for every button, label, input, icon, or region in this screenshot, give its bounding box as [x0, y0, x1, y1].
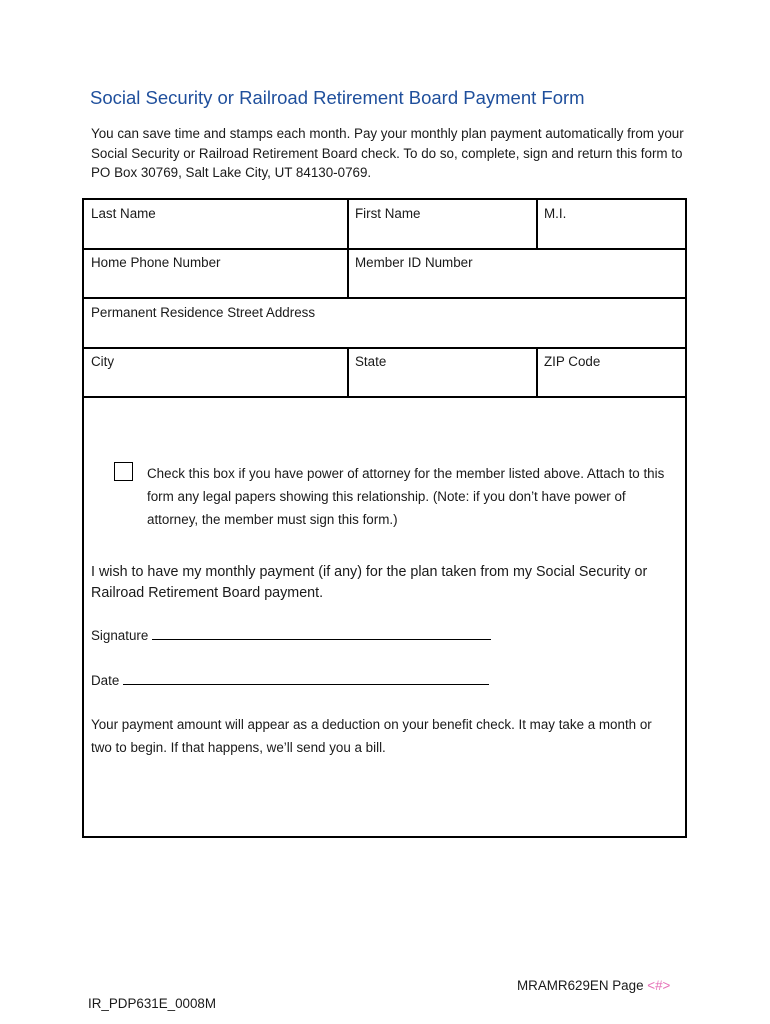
form-code: MRAMR629EN Page	[517, 978, 644, 993]
intro-paragraph: You can save time and stamps each month. Pay your monthly plan payment automatically from your Social Security or Railroad Retirement Board check. To do so, complete, sign and return this form to PO Box 30769, Salt Lake City, UT 84130-0769.	[91, 126, 684, 180]
first-name-field[interactable]: First Name	[355, 206, 421, 221]
date-label: Date	[91, 673, 120, 688]
payment-request-statement: I wish to have my monthly payment (if any) for the plan taken from my Social Security or Railroad Retirement Board payment.	[91, 564, 648, 601]
signature-label: Signature	[91, 628, 149, 643]
home-phone-field[interactable]: Home Phone Number	[91, 255, 221, 270]
payment-form-box	[82, 198, 687, 838]
row-divider	[84, 347, 685, 349]
poa-text-part: Check this box if you have power of attorney for the member listed above. Attach to this form any legal papers showing this relationship. (	[147, 466, 665, 504]
document-id: IR_PDP631E_0008M	[88, 996, 217, 1011]
row-divider	[84, 248, 685, 250]
power-of-attorney-checkbox[interactable]	[114, 462, 133, 481]
column-divider	[347, 347, 349, 396]
last-name-field[interactable]: Last Name	[91, 206, 156, 221]
state-field[interactable]: State	[355, 354, 387, 369]
column-divider	[536, 347, 538, 396]
deduction-notice: Your payment amount will appear as a deduction on your benefit check. It may take a month or two to begin. If that happens, we’ll send you a bill.	[91, 717, 652, 755]
page-number-token: <#>	[647, 978, 671, 993]
column-divider	[536, 200, 538, 248]
date-row	[91, 672, 489, 688]
signature-line[interactable]	[152, 627, 491, 640]
signature-row	[91, 627, 491, 643]
power-of-attorney-text	[147, 462, 677, 531]
date-line[interactable]	[123, 672, 489, 685]
zip-code-field[interactable]: ZIP Code	[544, 354, 601, 369]
poa-text-part: if you don’t have power of attorney, the member must sign this form.)	[147, 489, 626, 527]
middle-initial-field[interactable]: M.I.	[544, 206, 567, 221]
member-id-field[interactable]: Member ID Number	[355, 255, 473, 270]
city-field[interactable]: City	[91, 354, 115, 369]
column-divider	[347, 200, 349, 248]
form-title: Social Security or Railroad Retirement Board Payment Form	[90, 87, 585, 108]
poa-note-label: Note:	[437, 489, 470, 504]
form-code-footer	[517, 978, 670, 993]
row-divider	[84, 297, 685, 299]
street-address-field[interactable]: Permanent Residence Street Address	[91, 305, 316, 320]
column-divider	[347, 248, 349, 297]
row-divider	[84, 396, 685, 398]
